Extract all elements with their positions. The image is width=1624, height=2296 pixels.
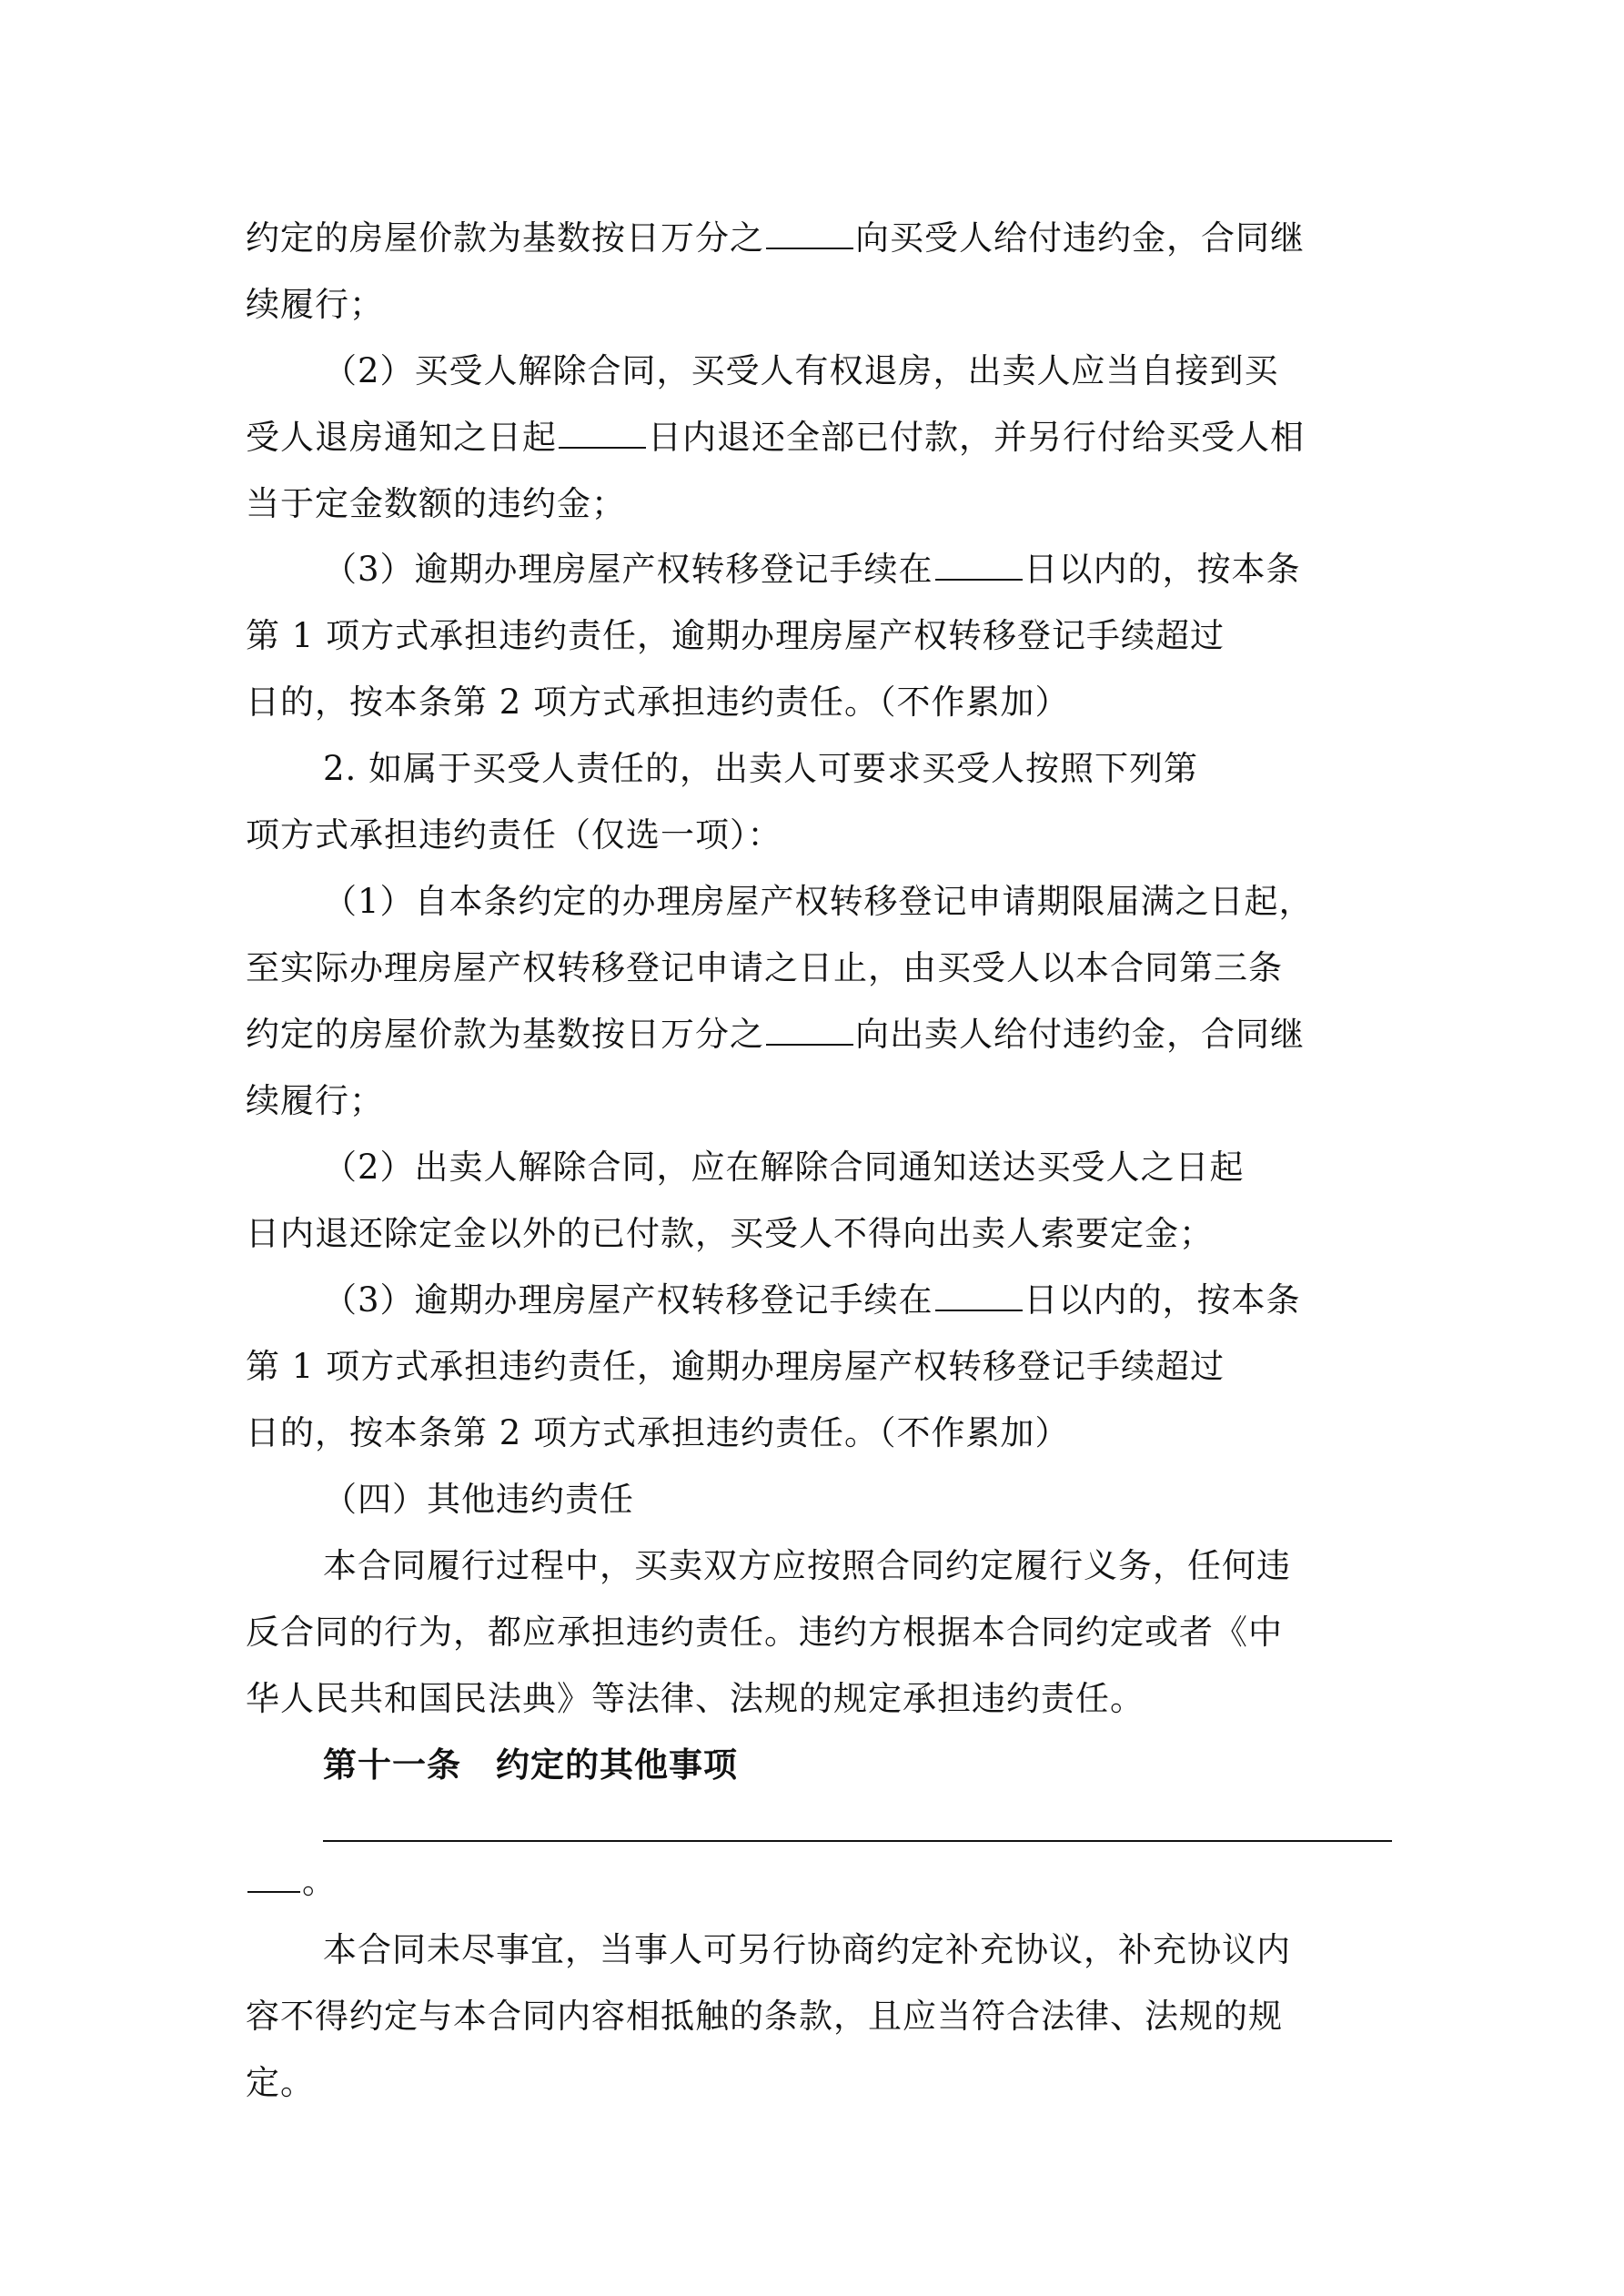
text-line: 反合同的行为，都应承担违约责任。违约方根据本合同约定或者《中 [246, 1613, 1283, 1652]
text-line: 日内退还除定金以外的已付款，买受人不得向出卖人索要定金； [246, 1214, 1214, 1253]
text-line: （2）买受人解除合同，买受人有权退房，出卖人应当自接到买 [323, 351, 1279, 390]
text-line: 容不得约定与本合同内容相抵触的条款，且应当符合法律、法规的规 [246, 1997, 1283, 2036]
text-line: 第 1 项方式承担违约责任，逾期办理房屋产权转移登记手续超过 [246, 616, 1226, 655]
text-line: 至实际办理房屋产权转移登记申请之日止，由买受人以本合同第三条 [246, 948, 1283, 987]
text-line: 日的，按本条第 2 项方式承担违约责任。（不作累加） [246, 683, 1070, 722]
text-line: 。 [246, 1859, 1392, 1905]
fill-blank [935, 551, 1023, 581]
text-line: 续履行； [246, 285, 384, 324]
text-line: （2）出卖人解除合同，应在解除合同通知送达买受人之日起 [323, 1148, 1245, 1187]
fill-blank [935, 1282, 1023, 1311]
text-line: 定。 [246, 2063, 315, 2102]
text-line: 项方式承担违约责任（仅选一项）： [246, 815, 782, 855]
text-line: 华人民共和国民法典》等法律、法规的规定承担违约责任。 [246, 1679, 1145, 1718]
text-line: 2. 如属于买受人责任的，出卖人可要求买受人按照下列第 [323, 749, 1199, 788]
text-line: 当于定金数额的违约金； [246, 484, 626, 523]
section-heading: （四）其他违约责任 [323, 1480, 634, 1519]
article-title: 第十一条 约定的其他事项 [323, 1745, 738, 1785]
text-line: 本合同未尽事宜，当事人可另行协商约定补充协议，补充协议内 [323, 1930, 1291, 1969]
text-line: （3）逾期办理房屋产权转移登记手续在 日以内的，按本条 [323, 1280, 1301, 1320]
text-line: 日的，按本条第 2 项方式承担违约责任。（不作累加） [246, 1413, 1070, 1452]
text-line: （1）自本条约定的办理房屋产权转移登记申请期限届满之日起， [323, 882, 1314, 921]
text-line: 第 1 项方式承担违约责任，逾期办理房屋产权转移登记手续超过 [246, 1347, 1226, 1386]
text-line: 受人退房通知之日起 日内退还全部已付款，并另行付给买受人相 [246, 418, 1305, 457]
text-line: 约定的房屋价款为基数按日万分之 向买受人给付违约金，合同继 [246, 218, 1305, 258]
text-line: 约定的房屋价款为基数按日万分之 向出卖人给付违约金，合同继 [246, 1015, 1305, 1054]
text-line: 本合同履行过程中，买卖双方应按照合同约定履行义务，任何违 [323, 1546, 1291, 1585]
fill-blank [559, 420, 646, 449]
fill-line [323, 1840, 1392, 1842]
fill-blank [766, 1017, 853, 1046]
fill-blank [247, 1864, 300, 1893]
text-line: （3）逾期办理房屋产权转移登记手续在 日以内的，按本条 [323, 550, 1301, 589]
fill-blank [766, 220, 853, 249]
text-line: 续履行； [246, 1081, 384, 1120]
